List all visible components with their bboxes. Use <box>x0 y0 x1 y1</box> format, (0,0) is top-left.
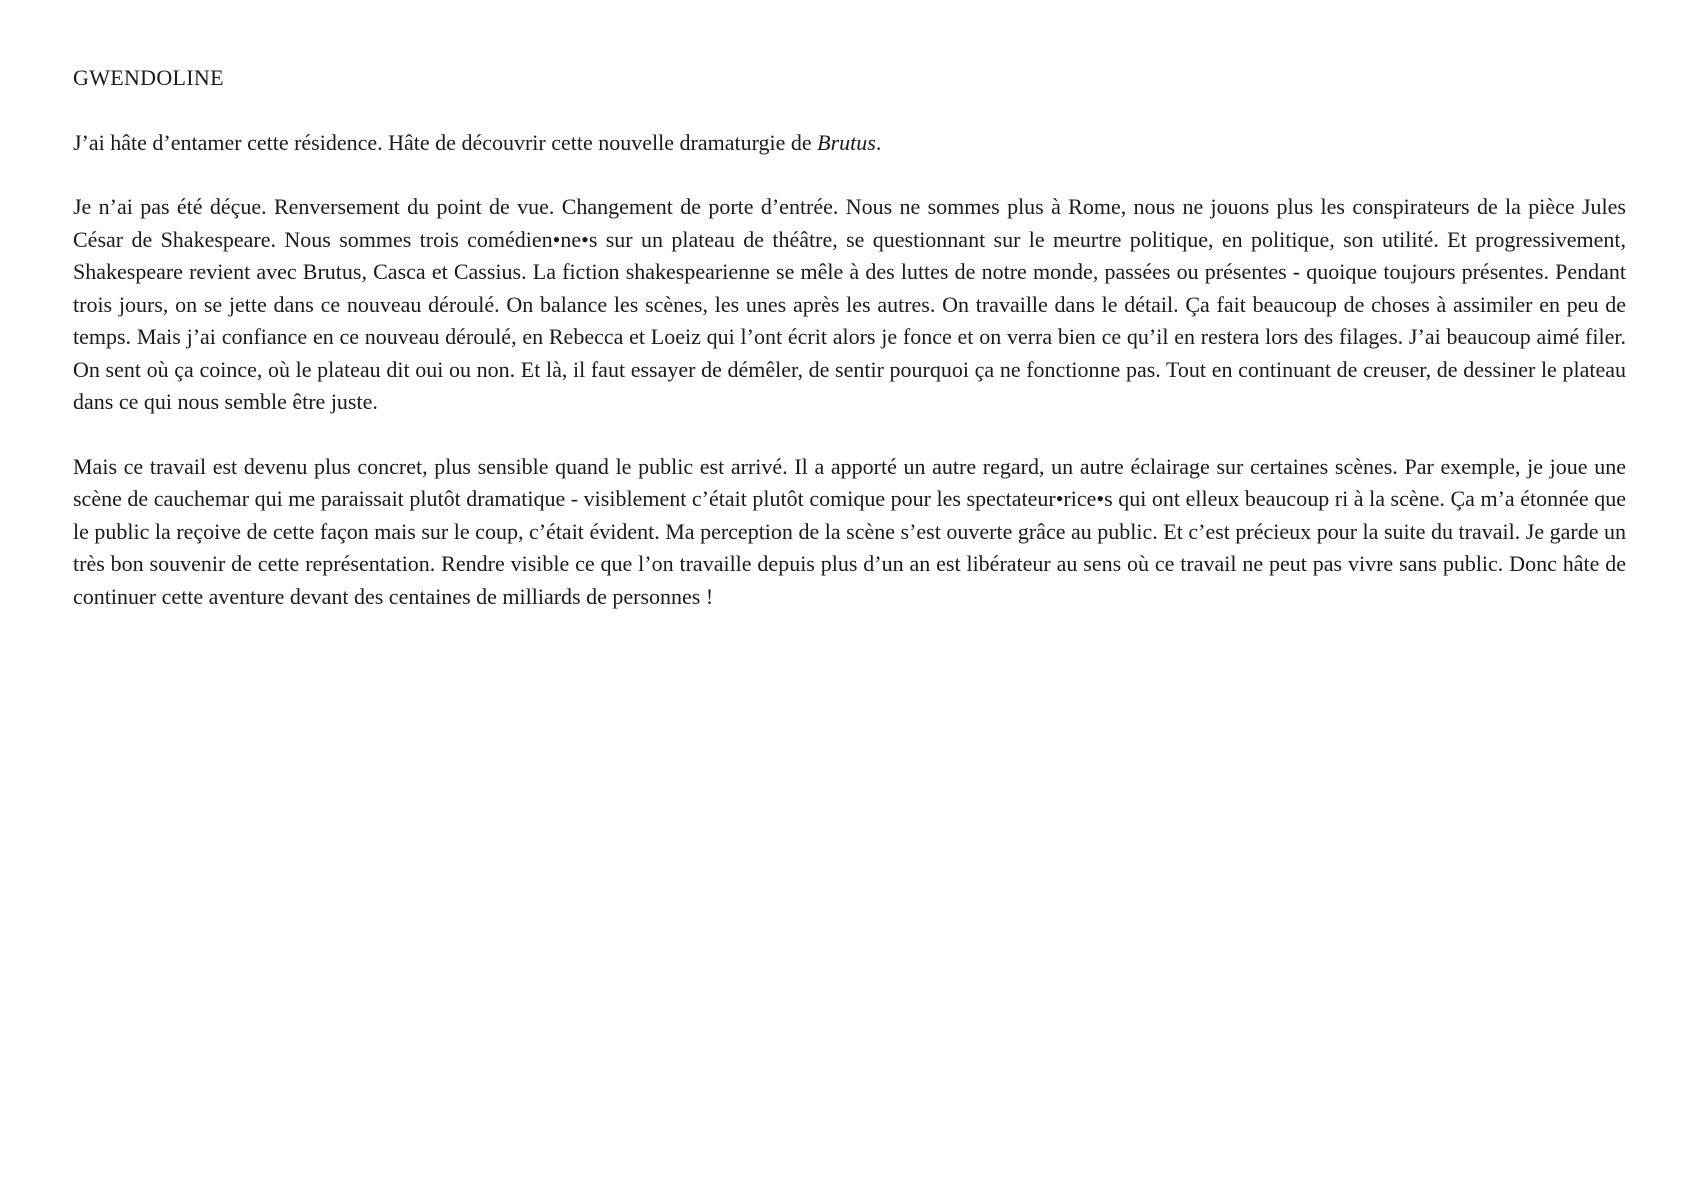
document-page <box>73 62 1626 645</box>
paragraph-rehearsal: Je n’ai pas été déçue. Renversement du point de vue. Changement de porte d’entrée. Nous ne sommes plus à Rome, nous ne jouons plus les conspirateurs de la pièce Jules César de Shakespeare. Nous sommes trois comédien•ne•s sur un plateau de théâtre, se questionnant sur le meurtre politique, en politique, son utilité. Et progressivement, Shakespeare revient avec Brutus, Casca et Cassius. La fiction shakespearienne se mêle à des luttes de notre monde, passées ou présentes - quoique toujours présentes. Pendant trois jours, on se jette dans ce nouveau déroulé. On balance les scènes, les unes après les autres. On travaille dans le détail. Ça fait beaucoup de choses à assimiler en peu de temps. Mais j’ai confiance en ce nouveau déroulé, en Rebecca et Loeiz qui l’ont écrit alors je fonce et on verra bien ce qu’il en restera lors des filages. J’ai beaucoup aimé filer. On sent où ça coince, où le plateau dit oui ou non. Et là, il faut essayer de démêler, de sentir pourquoi ça ne fonctionne pas. Tout en continuant de creuser, de dessiner le plateau dans ce qui nous semble être juste. <box>73 194 1626 414</box>
intro-end: . <box>875 129 882 155</box>
intro-text: J’ai hâte d’entamer cette résidence. Hâte de découvrir cette nouvelle dramaturgie de <box>73 129 818 155</box>
intro-paragraph <box>73 127 1626 160</box>
speaker-name: GWENDOLINE <box>73 65 224 90</box>
play-title: Brutus <box>817 129 876 155</box>
paragraph-public: Mais ce travail est devenu plus concret, plus sensible quand le public est arrivé. Il a apporté un autre regard, un autre éclairage sur certaines scènes. Par exemple, je joue une scène de cauchemar qui me paraissait plutôt dramatique - visiblement c’était plutôt comique pour les spectateur•rice•s qui ont elleux beaucoup ri à la scène. Ça m’a étonnée que le public la reçoive de cette façon mais sur le coup, c’était évident. Ma perception de la scène s’est ouverte grâce au public. Et c’est précieux pour la suite du travail. Je garde un très bon souvenir de cette représentation. Rendre visible ce que l’on travaille depuis plus d’un an est libérateur au sens où ce travail ne peut pas vivre sans public. Donc hâte de continuer cette aventure devant des centaines de milliards de personnes ! <box>73 453 1626 609</box>
